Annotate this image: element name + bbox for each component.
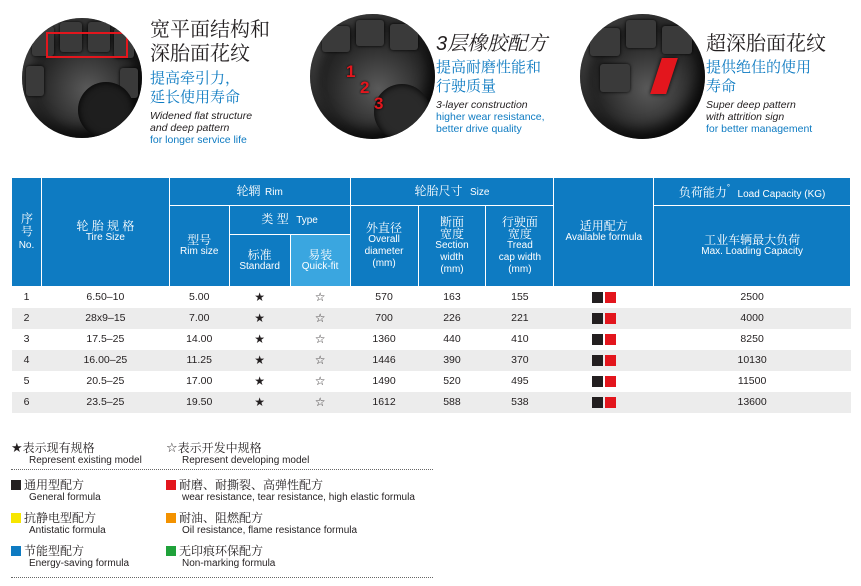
cell-section-width: 226 [418,308,486,329]
cell-quick-fit: ☆ [290,371,350,392]
cell-no: 1 [12,287,42,308]
cell-tire-size: 17.5–25 [41,329,169,350]
feature-en-line: with attrition sign [706,111,785,123]
header-rim: 轮辋 Rim [169,178,350,206]
cell-overall-diameter: 1446 [350,350,418,371]
table-row [12,392,851,413]
table-row [12,371,851,392]
feature-title-line: 超深胎面花纹 [706,33,826,55]
black-square-icon [592,376,603,387]
cell-tire-size: 23.5–25 [41,392,169,413]
red-square-icon [605,334,616,345]
header-rim-size: 型号 Rim size [169,206,229,287]
cell-standard: ★ [229,287,290,308]
cell-overall-diameter: 1612 [350,392,418,413]
legend-divider-bottom [11,577,433,578]
cell-rim-size: 19.50 [169,392,229,413]
cell-rim-size: 17.00 [169,371,229,392]
red-square-icon [605,397,616,408]
yellow-square-icon [11,513,21,523]
header-type: 类 型 Type [229,206,350,235]
layer-marker: 1 [346,62,356,81]
highlight-frame [46,32,128,58]
feature-title-line: 深胎面花纹 [150,43,250,65]
black-square-icon [592,397,603,408]
header-tire-dimensions: 轮胎尺寸 Size [350,178,554,206]
feature-en-line: and deep pattern [150,122,230,134]
cell-quick-fit: ☆ [290,329,350,350]
feature-cn-line: 行驶质量 [436,78,497,95]
green-square-icon [166,546,176,556]
cell-rim-size: 14.00 [169,329,229,350]
cell-overall-diameter: 1490 [350,371,418,392]
feature-en-line: 3-layer construction [436,99,528,111]
legend-developing [166,441,309,467]
feature-cn-line: 提供绝佳的使用 [706,59,812,76]
red-square-icon [166,480,176,490]
cell-max-load: 13600 [654,392,851,413]
header-load-capacity: 负荷能力° Load Capacity (KG) [654,178,851,206]
header-overall-diameter: 外直径 Overall diameter (mm) [350,206,418,287]
cell-formula [554,392,654,413]
cell-overall-diameter: 570 [350,287,418,308]
filled-star-icon: ★ [11,440,23,455]
cell-section-width: 390 [418,350,486,371]
header-section-width: 断面 宽度 Section width (mm) [418,206,486,287]
cell-tread-width: 538 [486,392,554,413]
cell-formula [554,329,654,350]
cell-rim-size: 11.25 [169,350,229,371]
legend-formula-antistatic: 抗静电型配方 Antistatic formula [11,511,106,537]
header-standard: 标准 Standard [229,235,290,287]
cell-no: 2 [12,308,42,329]
feature-en-blue-line: higher wear resistance, [436,111,545,123]
feature-cn-line: 提高牵引力， [150,70,241,87]
cell-formula [554,350,654,371]
legend-formula-energy: 节能型配方 Energy-saving formula [11,544,129,570]
cell-tread-width: 495 [486,371,554,392]
layer-marker: 2 [360,78,370,97]
header-quick-fit: 易装 Quick-fit [290,235,350,287]
tire-spec-table [11,177,851,413]
feature-3-layer [290,0,570,170]
red-square-icon [605,376,616,387]
header-tread-width: 行驶面 宽度 Tread cap width (mm) [486,206,554,287]
cell-standard: ★ [229,350,290,371]
legend-developing-en: Represent developing model [182,455,310,466]
cell-max-load: 11500 [654,371,851,392]
legend-formula-nonmarking: 无印痕环保配方 Non-marking formula [166,544,275,570]
legend-developing-cn: 表示开发中规格 [177,441,262,455]
feature-cn-line: 寿命 [706,78,737,95]
cell-formula [554,371,654,392]
feature-title-line: 宽平面结构和 [150,19,270,41]
orange-square-icon [166,513,176,523]
cell-standard: ★ [229,329,290,350]
legend-formula-oil: 耐油、阻燃配方 Oil resistance, flame resistance formula [166,511,357,537]
table-row [12,329,851,350]
cell-standard: ★ [229,371,290,392]
black-square-icon [11,480,21,490]
cell-max-load: 4000 [654,308,851,329]
cell-standard: ★ [229,308,290,329]
feature-cn-line: 提高耐磨性能和 [436,59,542,76]
red-square-icon [605,355,616,366]
table-row [12,287,851,308]
blue-square-icon [11,546,21,556]
cell-tread-width: 410 [486,329,554,350]
header-no: 序号 No. [12,178,42,287]
cell-section-width: 588 [418,392,486,413]
cell-section-width: 440 [418,329,486,350]
cell-standard: ★ [229,392,290,413]
header-max-loading: 工业车辆最大负荷 Max. Loading Capacity [654,206,851,287]
cell-tire-size: 28x9–15 [41,308,169,329]
cell-tread-width: 221 [486,308,554,329]
cell-tread-width: 155 [486,287,554,308]
red-square-icon [605,313,616,324]
cell-no: 4 [12,350,42,371]
legend-formula-wear: 耐磨、耐撕裂、高弹性配方 wear resistance, tear resistance, high elastic formula [166,478,415,504]
table-row [12,350,851,371]
feature-en-blue-line: better drive quality [436,123,522,135]
cell-rim-size: 7.00 [169,308,229,329]
outline-star-icon: ☆ [166,440,178,455]
cell-rim-size: 5.00 [169,287,229,308]
tire-photo-3-layer [310,14,435,139]
black-square-icon [592,334,603,345]
legend-formula-general: 通用型配方 General formula [11,478,101,504]
tire-photo-flat-structure [22,18,142,138]
feature-en-line: Widened flat structure [150,110,253,122]
layer-marker: 3 [374,94,384,113]
tire-photo-super-deep [580,14,705,139]
attrition-sign [650,58,678,94]
header-available-formula: 适用配方 Available formula [554,178,654,287]
legend-existing-en: Represent existing model [29,455,142,466]
cell-formula [554,287,654,308]
black-square-icon [592,355,603,366]
header-tire-size: 轮 胎 规 格 Tire Size [41,178,169,287]
cell-tire-size: 16.00–25 [41,350,169,371]
feature-title-line: 3层橡胶配方 [436,33,548,55]
cell-quick-fit: ☆ [290,350,350,371]
cell-formula [554,308,654,329]
cell-no: 6 [12,392,42,413]
cell-quick-fit: ☆ [290,287,350,308]
cell-overall-diameter: 1360 [350,329,418,350]
cell-max-load: 2500 [654,287,851,308]
cell-section-width: 520 [418,371,486,392]
feature-flat-structure [0,0,290,170]
cell-quick-fit: ☆ [290,392,350,413]
feature-en-blue-line: for longer service life [150,134,247,146]
table-row [12,308,851,329]
legend-divider [11,469,433,470]
red-square-icon [605,292,616,303]
feature-cn-line: 延长使用寿命 [150,89,241,106]
feature-en-line: Super deep pattern [706,99,796,111]
black-square-icon [592,313,603,324]
cell-tire-size: 20.5–25 [41,371,169,392]
cell-overall-diameter: 700 [350,308,418,329]
cell-tread-width: 370 [486,350,554,371]
black-square-icon [592,292,603,303]
cell-max-load: 8250 [654,329,851,350]
feature-super-deep [570,0,861,170]
cell-quick-fit: ☆ [290,308,350,329]
legend-existing [11,441,142,467]
cell-section-width: 163 [418,287,486,308]
cell-max-load: 10130 [654,350,851,371]
legend-existing-cn: 表示现有规格 [22,441,95,455]
cell-tire-size: 6.50–10 [41,287,169,308]
feature-en-blue-line: for better management [706,123,813,135]
cell-no: 5 [12,371,42,392]
cell-no: 3 [12,329,42,350]
